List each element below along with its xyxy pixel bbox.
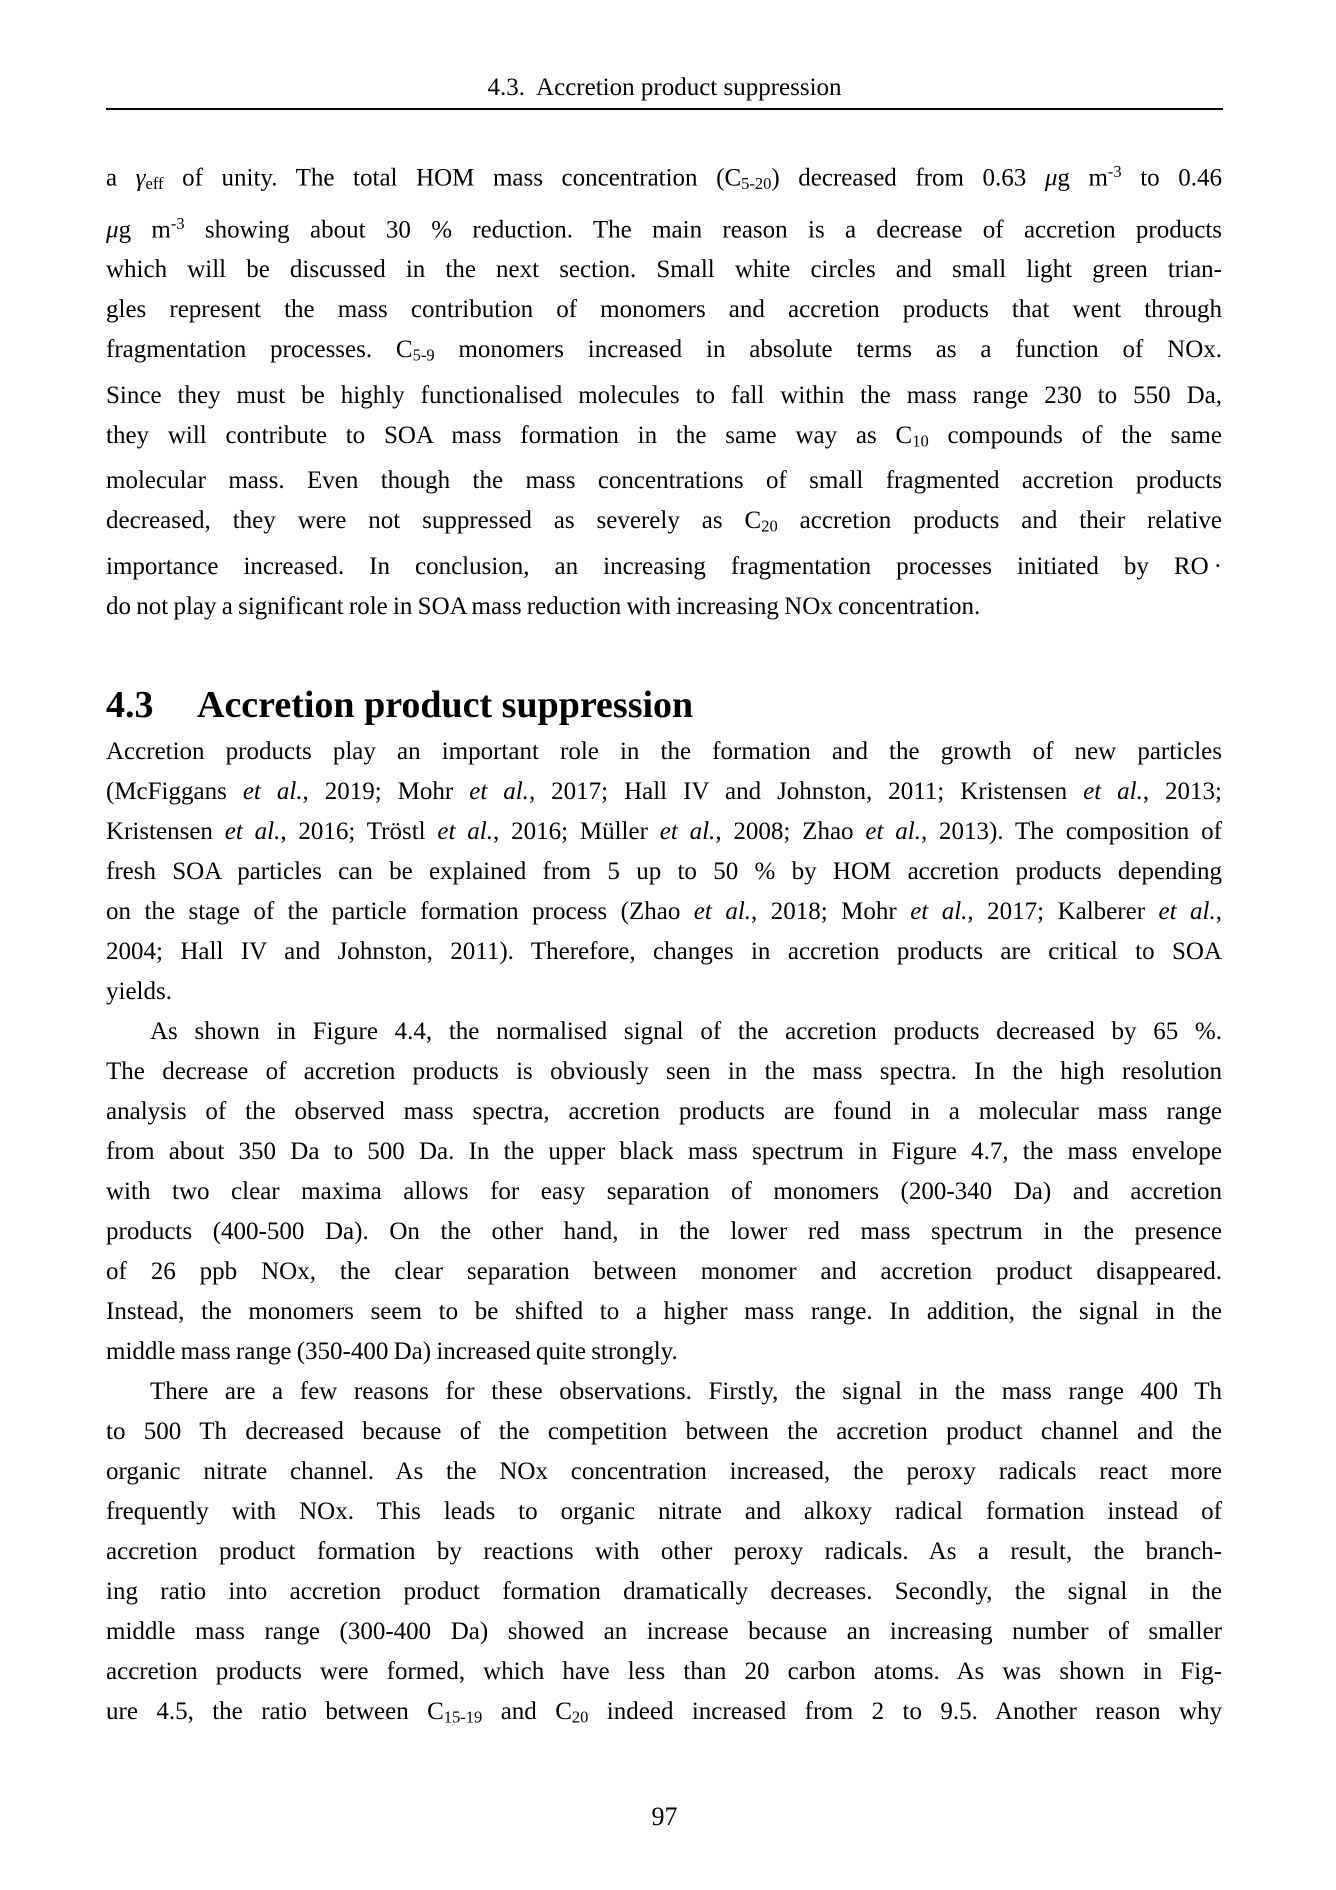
page-number: 97 xyxy=(651,1802,678,1831)
text-line: decreased, they were not suppressed as severely as $C_{20}$ accretion products and their relative xyxy=(106,507,1222,536)
text-line: of 26 ppb NOx, the clear separation between monomer and accretion product disappeared. xyxy=(106,1258,1222,1285)
paragraph xyxy=(106,1372,1222,1738)
text-line: do not play a significant role in SOA mass reduction with increasing NOx concentration. xyxy=(106,593,981,620)
text-line: Kristensen et al., 2016; Tröstl et al., 2016; Müller et al., 2008; Zhao et al., 2013). The composition of xyxy=(106,818,1222,845)
section-number: 4.3 xyxy=(106,683,154,726)
section-title: Accretion product suppression xyxy=(197,683,694,726)
text-line: middle mass range (350-400 Da) increased quite strongly. xyxy=(106,1338,678,1365)
text-line: As shown in Figure 4.4, the normalised signal of the accretion products decreased by 65 %. xyxy=(150,1018,1222,1045)
text-line: analysis of the observed mass spectra, accretion products are found in a molecular mass range xyxy=(106,1098,1222,1125)
text-line: The decrease of accretion products is obviously seen in the mass spectra. In the high resolution xyxy=(106,1058,1222,1085)
text-line: they will contribute to SOA mass formation in the same way as $C_{10}$ compounds of the same xyxy=(106,421,1222,451)
running-header: 4.3. Accretion product suppression xyxy=(487,74,842,101)
text-line: middle mass range (300-400 Da) showed an increase because an increasing number of smaller xyxy=(106,1618,1222,1645)
text-line: (McFiggans et al., 2019; Mohr et al., 2017; Hall IV and Johnston, 2011; Kristensen et al., 2013; xyxy=(106,778,1222,805)
text-line: fragmentation processes. $C_{5-9}$ monomers increased in absolute terms as a function of NOx. xyxy=(106,336,1222,365)
text-line: from about 350 Da to 500 Da. In the upper black mass spectrum in Figure 4.7, the mass envelope xyxy=(106,1138,1222,1165)
text-line: molecular mass. Even though the mass concentrations of small fragmented accretion products xyxy=(106,467,1222,495)
text-line: Instead, the monomers seem to be shifted to a higher mass range. In addition, the signal in the xyxy=(106,1298,1222,1325)
text-line: with two clear maxima allows for easy separation of monomers (200-340 Da) and accretion xyxy=(106,1178,1222,1205)
text-line: organic nitrate channel. As the NOx concentration increased, the peroxy radicals react more xyxy=(106,1458,1222,1485)
text-line: which will be discussed in the next section. Small white circles and small light green trian- xyxy=(106,256,1222,284)
text-line: frequently with NOx. This leads to organic nitrate and alkoxy radical formation instead of xyxy=(106,1498,1222,1525)
text-line: accretion product formation by reactions with other peroxy radicals. As a result, the branch- xyxy=(106,1538,1222,1565)
header-rule xyxy=(106,108,1223,110)
text-line: yields. xyxy=(106,978,172,1005)
paragraph xyxy=(106,152,1222,627)
text-line: μg $m^{-3}$ showing about 30 % reduction. The main reason is a decrease of accretion products xyxy=(106,213,1222,244)
section-heading xyxy=(106,681,1222,729)
text-line: ure 4.5, the ratio between $C_{15-19}$ and $C_{20}$ indeed increased from 2 to 9.5. Another reason why xyxy=(106,1698,1222,1727)
text-line: ing ratio into accretion product formation dramatically decreases. Secondly, the signal in the xyxy=(106,1578,1222,1605)
text-line: There are a few reasons for these observations. Firstly, the signal in the mass range 400 Th xyxy=(150,1378,1222,1405)
text-line: Accretion products play an important role in the formation and the growth of new particles xyxy=(106,738,1222,765)
text-line: a $\gamma_{eff}$ of unity. The total HOM mass concentration $(C_{5-20})$ decreased from 0.63 μg $m^{-3}$ to 0.46 xyxy=(106,162,1222,193)
text-line: gles represent the mass contribution of monomers and accretion products that went through xyxy=(106,296,1222,324)
text-line: importance increased. In conclusion, an increasing fragmentation processes initiated by RO · xyxy=(106,553,1222,580)
text-line: accretion products were formed, which have less than 20 carbon atoms. As was shown in Fig- xyxy=(106,1658,1222,1685)
text-line: to 500 Th decreased because of the competition between the accretion product channel and the xyxy=(106,1418,1222,1445)
paragraph xyxy=(106,732,1222,1012)
text-line: on the stage of the particle formation process (Zhao et al., 2018; Mohr et al., 2017; Kalberer et al., xyxy=(106,898,1222,925)
body-text xyxy=(106,732,1222,1738)
text-line: Since they must be highly functionalised molecules to fall within the mass range 230 to 550 Da, xyxy=(106,381,1222,409)
text-line: products (400-500 Da). On the other hand, in the lower red mass spectrum in the presence xyxy=(106,1218,1222,1245)
paragraph xyxy=(106,1012,1222,1372)
text-line: fresh SOA particles can be explained from 5 up to 50 % by HOM accretion products depending xyxy=(106,858,1222,885)
text-line: 2004; Hall IV and Johnston, 2011). Therefore, changes in accretion products are critical to SOA xyxy=(106,938,1222,965)
